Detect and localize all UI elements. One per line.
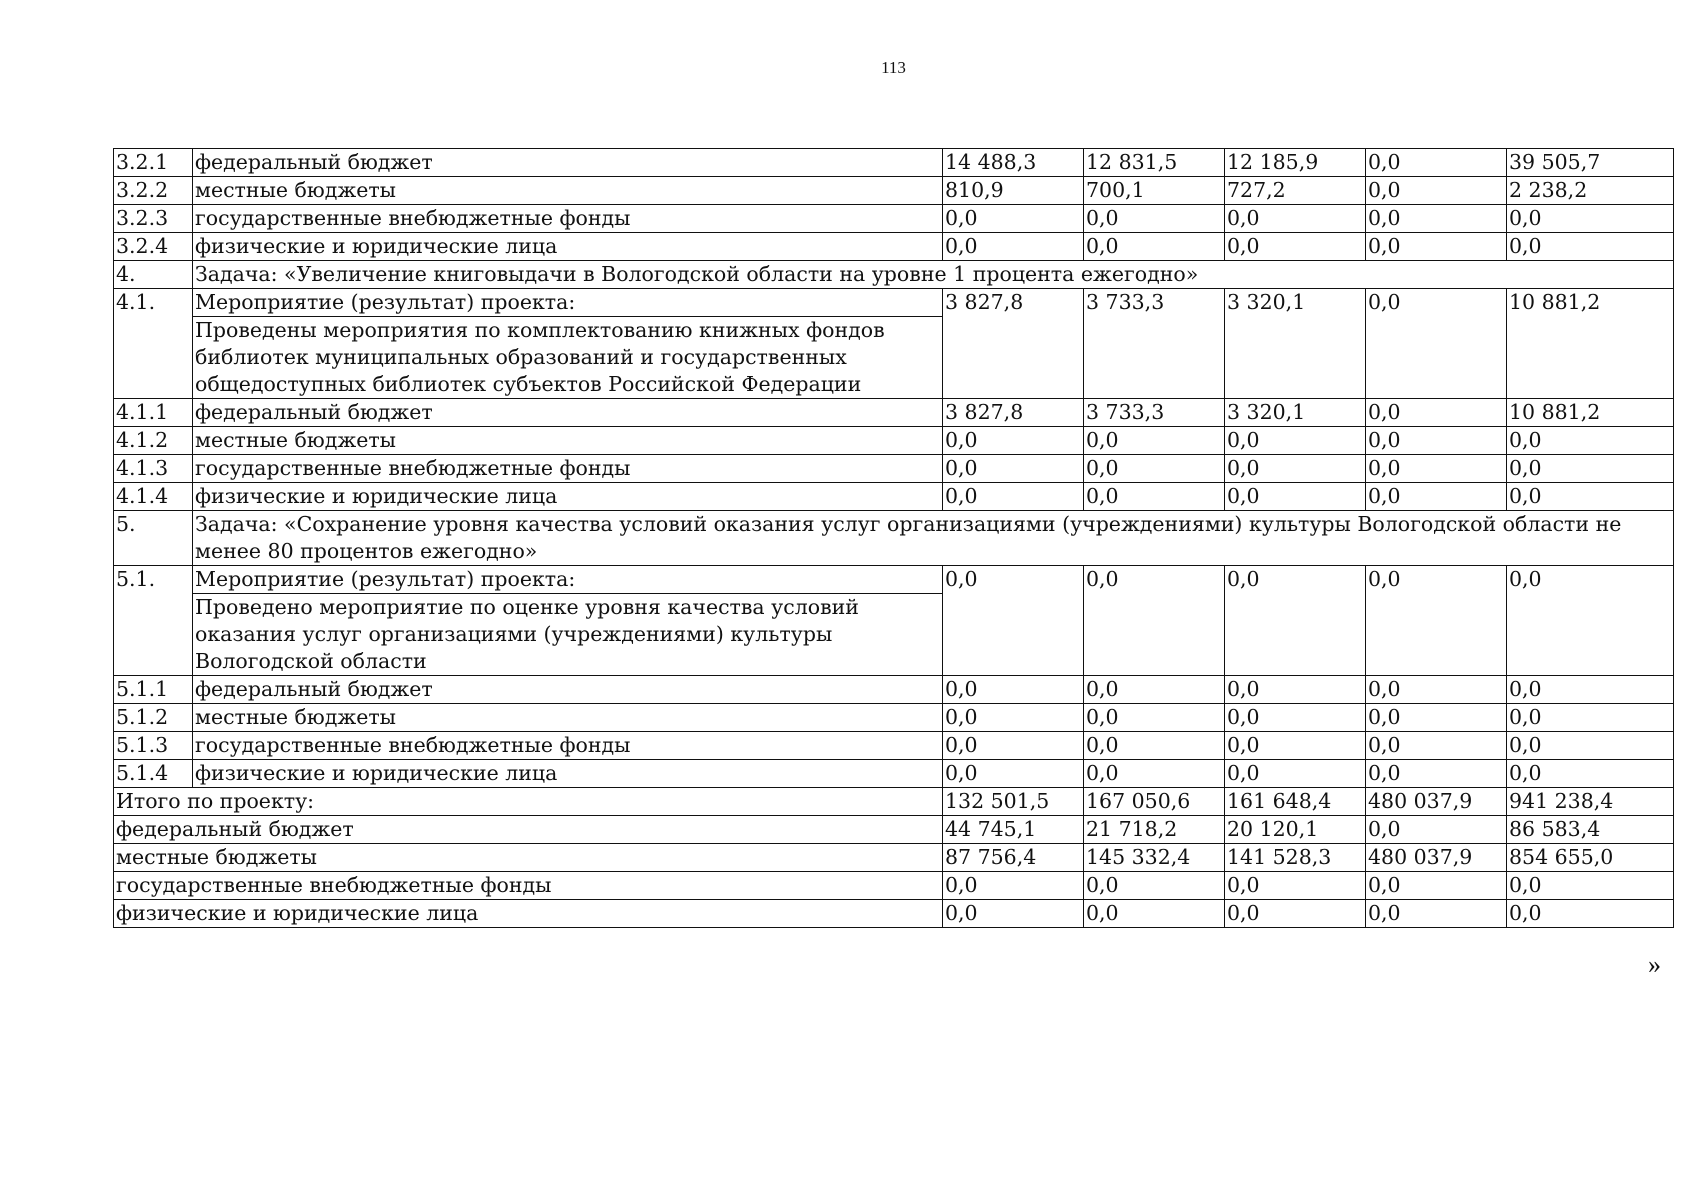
value-cell: 0,0 [943, 427, 1084, 455]
total-row-name: государственные внебюджетные фонды [114, 872, 943, 900]
value-cell: 12 831,5 [1084, 149, 1225, 177]
value-cell: 0,0 [1225, 704, 1366, 732]
value-cell: 0,0 [1507, 872, 1674, 900]
event-code: 4.1. [114, 289, 193, 399]
value-cell: 0,0 [1507, 233, 1674, 261]
value-cell: 480 037,9 [1366, 788, 1507, 816]
value-cell: 44 745,1 [943, 816, 1084, 844]
value-cell: 141 528,3 [1225, 844, 1366, 872]
value-cell: 0,0 [943, 900, 1084, 928]
value-cell: 0,0 [943, 483, 1084, 511]
row-code: 3.2.1 [114, 149, 193, 177]
value-cell: 10 881,2 [1507, 289, 1674, 399]
value-cell: 20 120,1 [1225, 816, 1366, 844]
table-row [114, 399, 1674, 427]
value-cell: 0,0 [1084, 483, 1225, 511]
value-cell: 3 320,1 [1225, 289, 1366, 399]
value-cell: 0,0 [1366, 399, 1507, 427]
value-cell: 0,0 [1084, 566, 1225, 676]
value-cell: 0,0 [1366, 455, 1507, 483]
value-cell: 0,0 [1225, 676, 1366, 704]
value-cell: 0,0 [1366, 233, 1507, 261]
row-name: государственные внебюджетные фонды [193, 205, 943, 233]
table-row [114, 704, 1674, 732]
value-cell: 0,0 [1507, 900, 1674, 928]
row-code: 5.1.1 [114, 676, 193, 704]
row-name: физические и юридические лица [193, 760, 943, 788]
row-code: 3.2.2 [114, 177, 193, 205]
value-cell: 0,0 [1225, 760, 1366, 788]
event-description: Проведены мероприятия по комплектованию книжных фондов библиотек муниципальных образований и государственных общедоступных библиотек субъектов Российской Федерации [193, 317, 943, 399]
value-cell: 21 718,2 [1084, 816, 1225, 844]
value-cell: 727,2 [1225, 177, 1366, 205]
value-cell: 0,0 [943, 233, 1084, 261]
value-cell: 3 733,3 [1084, 289, 1225, 399]
value-cell: 12 185,9 [1225, 149, 1366, 177]
row-code: 4.1.3 [114, 455, 193, 483]
table-row [114, 676, 1674, 704]
table-row [114, 233, 1674, 261]
value-cell: 0,0 [1084, 732, 1225, 760]
value-cell: 0,0 [1225, 732, 1366, 760]
value-cell: 0,0 [1507, 483, 1674, 511]
value-cell: 0,0 [1366, 483, 1507, 511]
value-cell: 0,0 [1084, 427, 1225, 455]
value-cell: 0,0 [943, 732, 1084, 760]
value-cell: 0,0 [1507, 566, 1674, 676]
value-cell: 0,0 [1366, 872, 1507, 900]
budget-table [113, 148, 1674, 928]
value-cell: 0,0 [1507, 704, 1674, 732]
total-row-name: местные бюджеты [114, 844, 943, 872]
event-label: Мероприятие (результат) проекта: [193, 566, 943, 594]
row-code: 3.2.4 [114, 233, 193, 261]
row-name: местные бюджеты [193, 427, 943, 455]
value-cell: 87 756,4 [943, 844, 1084, 872]
table-row [114, 205, 1674, 233]
closing-quote-mark: » [1648, 950, 1661, 979]
value-cell: 0,0 [1507, 760, 1674, 788]
value-cell: 0,0 [1507, 427, 1674, 455]
value-cell: 0,0 [1366, 816, 1507, 844]
value-cell: 0,0 [1507, 455, 1674, 483]
total-row-name: Итого по проекту: [114, 788, 943, 816]
task-code: 5. [114, 511, 193, 566]
value-cell: 0,0 [943, 676, 1084, 704]
value-cell: 0,0 [943, 455, 1084, 483]
value-cell: 0,0 [1366, 427, 1507, 455]
value-cell: 0,0 [1507, 205, 1674, 233]
value-cell: 0,0 [1366, 676, 1507, 704]
table-row [114, 427, 1674, 455]
value-cell: 3 320,1 [1225, 399, 1366, 427]
table-row [114, 872, 1674, 900]
event-row [114, 566, 1674, 594]
value-cell: 0,0 [1084, 872, 1225, 900]
event-row [114, 289, 1674, 317]
value-cell: 3 827,8 [943, 289, 1084, 399]
row-name: федеральный бюджет [193, 149, 943, 177]
row-code: 5.1.3 [114, 732, 193, 760]
value-cell: 0,0 [943, 872, 1084, 900]
event-code: 5.1. [114, 566, 193, 676]
value-cell: 132 501,5 [943, 788, 1084, 816]
value-cell: 0,0 [1366, 177, 1507, 205]
value-cell: 0,0 [1366, 900, 1507, 928]
value-cell: 0,0 [1366, 760, 1507, 788]
value-cell: 161 648,4 [1225, 788, 1366, 816]
value-cell: 0,0 [1084, 900, 1225, 928]
row-name: федеральный бюджет [193, 676, 943, 704]
table-row [114, 816, 1674, 844]
row-name: государственные внебюджетные фонды [193, 732, 943, 760]
row-code: 5.1.4 [114, 760, 193, 788]
value-cell: 0,0 [1225, 427, 1366, 455]
row-code: 3.2.3 [114, 205, 193, 233]
event-label: Мероприятие (результат) проекта: [193, 289, 943, 317]
value-cell: 0,0 [943, 760, 1084, 788]
row-code: 4.1.2 [114, 427, 193, 455]
row-name: федеральный бюджет [193, 399, 943, 427]
value-cell: 0,0 [1225, 872, 1366, 900]
total-row-name: федеральный бюджет [114, 816, 943, 844]
value-cell: 0,0 [943, 205, 1084, 233]
row-name: физические и юридические лица [193, 483, 943, 511]
value-cell: 0,0 [1366, 289, 1507, 399]
value-cell: 0,0 [1084, 455, 1225, 483]
value-cell: 0,0 [1507, 732, 1674, 760]
value-cell: 810,9 [943, 177, 1084, 205]
value-cell: 0,0 [1366, 205, 1507, 233]
value-cell: 10 881,2 [1507, 399, 1674, 427]
value-cell: 86 583,4 [1507, 816, 1674, 844]
value-cell: 0,0 [1225, 483, 1366, 511]
value-cell: 0,0 [1366, 566, 1507, 676]
task-row [114, 511, 1674, 566]
row-code: 5.1.2 [114, 704, 193, 732]
value-cell: 3 733,3 [1084, 399, 1225, 427]
value-cell: 0,0 [1084, 760, 1225, 788]
value-cell: 0,0 [1084, 205, 1225, 233]
page-number: 113 [881, 58, 906, 77]
value-cell: 167 050,6 [1084, 788, 1225, 816]
row-code: 4.1.1 [114, 399, 193, 427]
table-row [114, 760, 1674, 788]
table-row [114, 732, 1674, 760]
row-name: местные бюджеты [193, 704, 943, 732]
task-row [114, 261, 1674, 289]
value-cell: 145 332,4 [1084, 844, 1225, 872]
budget-table-body [114, 149, 1674, 928]
value-cell: 0,0 [1084, 676, 1225, 704]
value-cell: 0,0 [1225, 900, 1366, 928]
value-cell: 0,0 [1507, 676, 1674, 704]
value-cell: 39 505,7 [1507, 149, 1674, 177]
value-cell: 14 488,3 [943, 149, 1084, 177]
task-text: Задача: «Увеличение книговыдачи в Вологодской области на уровне 1 процента ежегодно» [193, 261, 1674, 289]
value-cell: 480 037,9 [1366, 844, 1507, 872]
task-text: Задача: «Сохранение уровня качества условий оказания услуг организациями (учреждениями) культуры Вологодской области не менее 80 процентов ежегодно» [193, 511, 1674, 566]
value-cell: 0,0 [1366, 732, 1507, 760]
value-cell: 0,0 [943, 704, 1084, 732]
table-row [114, 844, 1674, 872]
value-cell: 700,1 [1084, 177, 1225, 205]
table-row [114, 483, 1674, 511]
value-cell: 0,0 [1084, 233, 1225, 261]
row-code: 4.1.4 [114, 483, 193, 511]
value-cell: 0,0 [943, 566, 1084, 676]
value-cell: 854 655,0 [1507, 844, 1674, 872]
task-code: 4. [114, 261, 193, 289]
value-cell: 0,0 [1366, 149, 1507, 177]
row-name: государственные внебюджетные фонды [193, 455, 943, 483]
table-row [114, 177, 1674, 205]
value-cell: 3 827,8 [943, 399, 1084, 427]
row-name: физические и юридические лица [193, 233, 943, 261]
value-cell: 0,0 [1366, 704, 1507, 732]
value-cell: 0,0 [1225, 566, 1366, 676]
table-row [114, 149, 1674, 177]
table-row [114, 788, 1674, 816]
event-description: Проведено мероприятие по оценке уровня качества условий оказания услуг организациями (учреждениями) культуры Вологодской области [193, 594, 943, 676]
value-cell: 0,0 [1084, 704, 1225, 732]
value-cell: 0,0 [1225, 233, 1366, 261]
value-cell: 2 238,2 [1507, 177, 1674, 205]
value-cell: 941 238,4 [1507, 788, 1674, 816]
total-row-name: физические и юридические лица [114, 900, 943, 928]
value-cell: 0,0 [1225, 205, 1366, 233]
table-row [114, 455, 1674, 483]
table-row [114, 900, 1674, 928]
row-name: местные бюджеты [193, 177, 943, 205]
value-cell: 0,0 [1225, 455, 1366, 483]
